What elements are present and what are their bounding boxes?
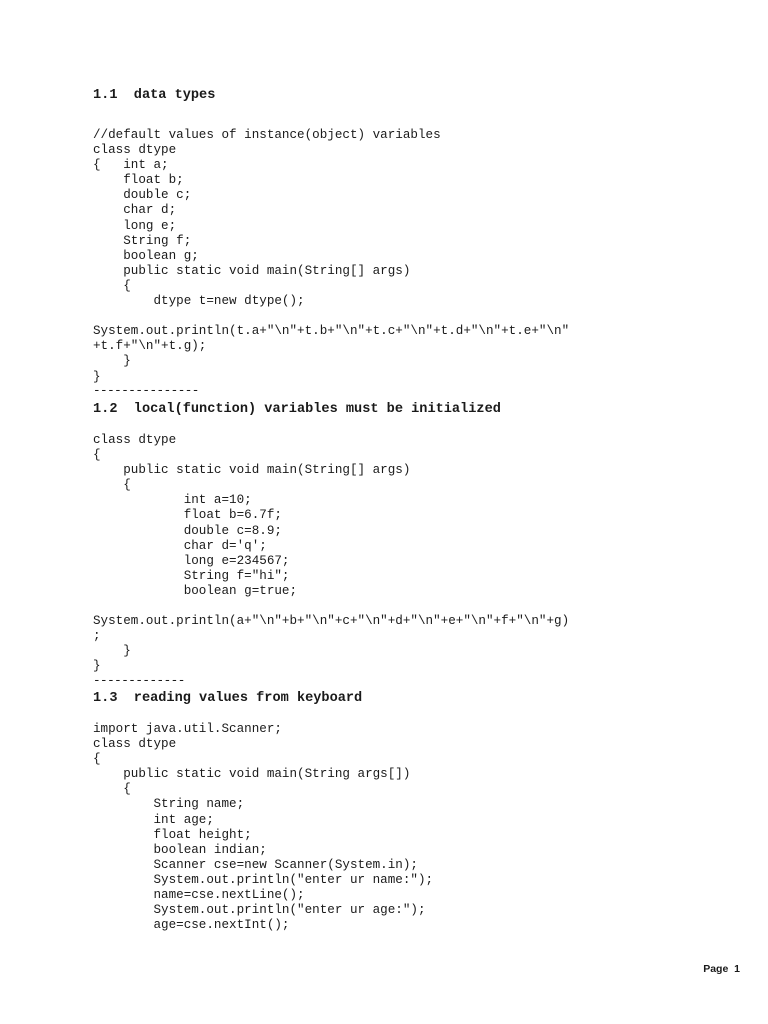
code-block-1-2: class dtype { public static void main(String[] args) { int a=10; float b=6.7f; double c=8.9; char d='q'; long e=234567; String f="hi"; boolean g=true; System.out.println(a+"\n"+b+"\n"+c+"\n"+d+"\n"+e+"\n"+f+"\n"+g) ; } }	[93, 433, 570, 674]
section-heading-1-1: 1.1 data types	[93, 88, 216, 103]
section-heading-1-2: 1.2 local(function) variables must be initialized	[93, 402, 501, 417]
section-divider-2: -------------	[93, 674, 185, 688]
code-block-1-3: import java.util.Scanner; class dtype { public static void main(String args[]) { String name; int age; float height; boolean indian; Scanner cse=new Scanner(System.in); System.out.println("enter ur name:"); name=cse.nextLine(); System.out.println("enter ur age:"); age=cse.nextInt();	[93, 722, 434, 933]
code-block-1-1: //default values of instance(object) variables class dtype { int a; float b; double c; char d; long e; String f; boolean g; public static void main(String[] args) { dtype t=new dtype(); System.out.println(t.a+"\n"+t.b+"\n"+t.c+"\n"+t.d+"\n"+t.e+"\n" +t.f+"\n"+t.g); } }	[93, 128, 570, 384]
section-heading-1-3: 1.3 reading values from keyboard	[93, 691, 363, 706]
page-number: Page 1	[703, 963, 740, 975]
section-divider-1: ---------------	[93, 384, 199, 398]
